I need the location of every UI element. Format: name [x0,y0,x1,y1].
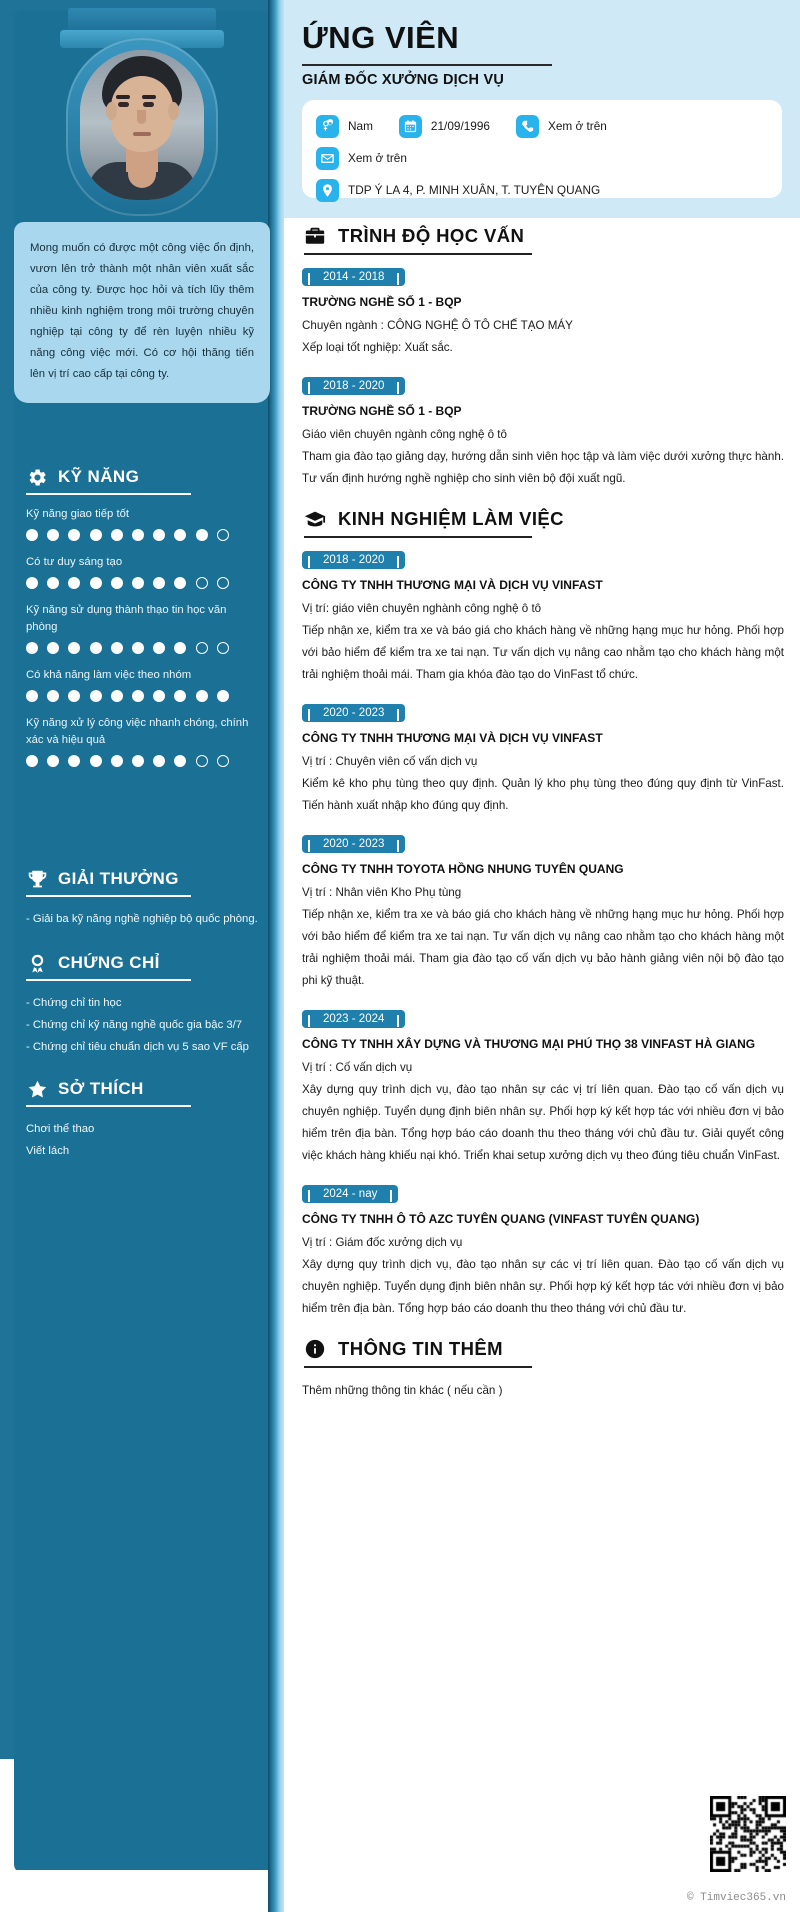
hobbies-divider [26,1105,191,1107]
hobbies-list [26,1118,258,1162]
skill-dot-empty [196,755,208,767]
skill-dot-filled [174,642,186,654]
certificates-list [26,992,258,1058]
additional-title: THÔNG TIN THÊM [338,1338,503,1359]
entry-detail: Vị trí: giáo viên chuyên nghành công nghệ ô tô [302,602,542,615]
timeline-entry [302,834,784,992]
section-certificates [26,952,258,1058]
certificate-item: - Chứng chỉ tiêu chuẩn dịch vụ 5 sao VF cấp [26,1041,249,1053]
hobby-item: Chơi thể thao [26,1123,95,1135]
skill-dot-filled [132,755,144,767]
skill-rating [26,577,258,589]
period-badge: 2020 - 2023 [302,835,405,853]
skill-label: Kỹ năng xử lý công việc nhanh chóng, chính xác và hiệu quả [26,717,249,746]
entry-detail: Tiếp nhận xe, kiểm tra xe và báo giá cho khách hàng về những hạng mục hư hỏng. Phối hợp với bảo hiểm để kiểm tra xe tai nạn. Tư vấn dịch vụ nâng cao nhằm tạo cho khách hàng một trải nghiệm thoải mái. Tham gia đào tạo cố vấn dịch vụ bảo hành giảng viên nội bộ đào tạo phi kỹ thuật. [302,908,784,987]
skill-dot-filled [47,642,59,654]
section-awards [26,868,258,930]
timeline-entry [302,550,784,686]
period-badge: 2024 - nay [302,1185,398,1203]
education-list [302,267,784,490]
skill-rating [26,642,258,654]
skill-dot-filled [132,642,144,654]
education-title: TRÌNH ĐỘ HỌC VẤN [338,225,525,246]
photo-mouth [133,132,151,136]
skill-dot-filled [26,577,38,589]
skill-dot-filled [174,755,186,767]
skill-dot-filled [68,690,80,702]
entry-detail: Xếp loại tốt nghiệp: Xuất sắc. [302,341,453,354]
job-title: GIÁM ĐỐC XƯỞNG DỊCH VỤ [302,72,504,88]
phone-icon [516,115,539,138]
sidebar-bottom-round [14,1824,270,1874]
skill-dot-filled [68,577,80,589]
experience-divider [304,536,532,538]
awards-list [26,908,258,930]
content-body [302,222,784,1402]
contact-row-1 [316,110,768,142]
entry-detail: Vị trí : Nhân viên Kho Phụ tùng [302,886,462,899]
phone-value: Xem ở trên [547,119,607,133]
skill-dot-empty [217,529,229,541]
awards-title: GIẢI THƯỞNG [58,869,179,888]
skill-dot-filled [90,690,102,702]
sidebar-edge-gradient [268,0,284,1912]
skills-title: KỸ NĂNG [58,467,140,486]
entry-detail: Vị trí : Cố vấn dịch vụ [302,1061,413,1074]
skill-dot-filled [47,577,59,589]
additional-header [302,1337,784,1361]
period-badge: 2023 - 2024 [302,1010,405,1028]
contact-info-card [302,100,782,198]
qr-code [710,1796,786,1872]
info-icon [302,1337,328,1361]
skill-dot-filled [196,529,208,541]
photo-ear-left [106,102,117,120]
skill-dot-empty [196,642,208,654]
period-badge: 2018 - 2020 [302,377,405,395]
certificates-title: CHỨNG CHỈ [58,953,160,972]
experience-title: KINH NGHIỆM LÀM VIỆC [338,508,564,529]
skill-dot-filled [174,577,186,589]
avatar [50,8,234,220]
entry-detail: Kiểm kê kho phụ tùng theo quy định. Quản lý kho phụ tùng theo đúng quy định từ VinFast. Tiến hành xuất nhập kho đúng quy định. [302,777,784,812]
skill-dot-filled [217,690,229,702]
briefcase-icon [302,224,328,248]
photo-ear-right [168,102,179,120]
skill-label: Có khả năng làm việc theo nhóm [26,669,192,681]
title-divider [302,64,552,66]
star-icon [26,1078,48,1100]
certificate-item: - Chứng chỉ tin học [26,997,122,1009]
section-additional-info [302,1337,784,1402]
organization-name: CÔNG TY TNHH XÂY DỰNG VÀ THƯƠNG MẠI PHÚ THỌ 38 VINFAST HÀ GIANG [302,1037,756,1051]
skill-dot-filled [47,529,59,541]
skill-dot-filled [90,755,102,767]
skill-rating [26,690,258,702]
entry-detail: Tiếp nhận xe, kiểm tra xe và báo giá cho khách hàng về những hạng mục hư hỏng. Phối hợp với bảo hiểm để kiểm tra xe tai nạn. Tư vấn dịch vụ nâng cao nhằm tạo cho khách hàng một trải nghiệm thoải mái. Tham gia khóa đào tạo do VinFast tổ chức. [302,624,784,681]
gear-icon [26,466,48,488]
period-badge: 2014 - 2018 [302,268,405,286]
additional-divider [304,1366,532,1368]
skill-dot-filled [26,529,38,541]
timeline-entry [302,703,784,817]
photo-nose [137,110,146,124]
footer-credit: © Timviec365.vn [686,1892,786,1904]
hobby-item: Viết lách [26,1145,70,1157]
skill-dot-filled [26,642,38,654]
medal-icon [26,952,48,974]
contact-row-3 [316,174,768,206]
skill-dot-filled [111,690,123,702]
awards-divider [26,895,191,897]
additional-text: Thêm những thông tin khác ( nếu cần ) [302,1384,503,1397]
skill-dot-filled [68,755,80,767]
career-objective: Mong muốn có được một công việc ổn định, vươn lên trở thành một nhân viên xuất sắc của công ty. Được học hỏi và tích lũy thêm nhiều kinh nghiệm trong môi trường chuyên nghiệp tại công ty để rèn luyện nhiều kỹ năng công việc mới. Có cơ hội thăng tiến lên vị trí cao cấp tại công ty. [14,222,270,403]
skill-dot-filled [68,642,80,654]
entry-detail: Giáo viên chuyên ngành công nghệ ô tô [302,428,507,441]
experience-header [302,507,784,531]
skill-dot-filled [90,642,102,654]
skill-dot-filled [132,690,144,702]
skills-header [26,466,258,488]
skill-dot-filled [47,690,59,702]
skill-label: Kỹ năng sử dụng thành thạo tin học văn phòng [26,604,227,633]
certificate-item: - Chứng chỉ kỹ năng nghề quốc gia bậc 3/7 [26,1019,243,1031]
certificates-divider [26,979,191,981]
header-banner [284,0,800,218]
skill-dot-empty [217,755,229,767]
entry-detail: Xây dựng quy trình dịch vụ, đào tạo nhân sự các vị trí liên quan. Đào tạo cố vấn dịch vụ chuyên nghiệp. Tuyển dụng định biên nhân sự. Phối hợp ký kết hợp tác với nhiều đơn vị bảo hiểm trên địa bàn. Tổng hợp báo cáo doanh thu theo tháng với chủ đầu tư. Giải quyết công việc khách hàng khiếu nại khó. Triển khai setup xưởng dịch vụ theo đúng tiêu chuẩn VinFast. [302,1083,784,1162]
skill-dot-filled [153,755,165,767]
photo-brow-right [142,95,156,99]
skill-label: Có tư duy sáng tạo [26,556,123,568]
skill-dot-filled [90,577,102,589]
portrait-photo [80,50,204,200]
skill-rating [26,755,258,767]
birthday-value: 21/09/1996 [430,119,490,133]
section-hobbies [26,1078,258,1162]
skill-dot-filled [111,529,123,541]
contact-row-2 [316,142,768,174]
skills-list [26,506,258,767]
skill-dot-filled [47,755,59,767]
entry-detail: Chuyên ngành : CÔNG NGHỆ Ô TÔ CHẾ TẠO MÁY [302,319,573,332]
period-badge: 2020 - 2023 [302,704,405,722]
hobbies-header [26,1078,258,1100]
gender-value: Nam [348,119,373,133]
timeline-entry [302,267,784,359]
photo-eye-left [118,102,129,107]
address-value: TDP Ý LA 4, P. MINH XUÂN, T. TUYÊN QUANG [348,183,601,197]
graduation-cap-icon [302,507,328,531]
skill-dot-filled [26,755,38,767]
skill-dot-empty [217,642,229,654]
section-skills [26,466,258,780]
skill-dot-filled [196,690,208,702]
awards-header [26,868,258,890]
entry-detail: Tham gia đào tạo giảng dạy, hướng dẫn sinh viên học tập và làm việc dưới xưởng thực hành. Tư vấn định hướng nghề nghiệp cho sinh viên bộ đội xuất ngũ. [302,450,784,485]
organization-name: CÔNG TY TNHH THƯƠNG MẠI VÀ DỊCH VỤ VINFAST [302,578,603,592]
skill-dot-filled [26,690,38,702]
skill-dot-filled [132,529,144,541]
sidebar-bottom-fill [0,1870,284,1912]
skill-dot-filled [174,690,186,702]
skill-dot-filled [153,690,165,702]
timeline-entry [302,1184,784,1320]
organization-name: CÔNG TY TNHH Ô TÔ AZC TUYÊN QUANG (VINFAST TUYÊN QUANG) [302,1212,700,1226]
organization-name: TRƯỜNG NGHỀ SỐ 1 - BQP [302,404,462,418]
skill-dot-empty [196,577,208,589]
email-icon [316,147,339,170]
trophy-icon [26,868,48,890]
skill-rating [26,529,258,541]
experience-list [302,550,784,1320]
location-icon [316,179,339,202]
organization-name: CÔNG TY TNHH THƯƠNG MẠI VÀ DỊCH VỤ VINFAST [302,731,603,745]
skill-dot-empty [217,577,229,589]
section-education [302,224,784,490]
skill-dot-filled [68,529,80,541]
photo-brow-left [116,95,130,99]
sidebar [0,0,284,1912]
entry-detail: Xây dựng quy trình dịch vụ, đào tạo nhân sự các vị trí liên quan. Đào tạo cố vấn dịch vụ chuyên nghiệp. Tuyển dụng định biên nhân sự. Phối hợp ký kết hợp tác với nhiều đơn vị bảo hiểm trên địa bàn. Tổng hợp báo cáo doanh thu theo tháng với chủ đầu tư. [302,1258,784,1315]
entry-detail: Vị trí : Giám đốc xưởng dịch vụ [302,1236,463,1249]
skill-dot-filled [153,577,165,589]
period-badge: 2018 - 2020 [302,551,405,569]
hobbies-title: SỞ THÍCH [58,1079,144,1098]
certificates-header [26,952,258,974]
skill-dot-filled [153,642,165,654]
education-header [302,224,784,248]
skill-dot-filled [111,577,123,589]
page-title: ỨNG VIÊN [302,20,460,55]
main-content [284,0,800,1912]
skill-dot-filled [132,577,144,589]
section-experience [302,507,784,1320]
entry-detail: Vị trí : Chuyên viên cố vấn dịch vụ [302,755,478,768]
organization-name: CÔNG TY TNHH TOYOTA HỒNG NHUNG TUYÊN QUANG [302,862,624,876]
gender-icon [316,115,339,138]
award-item: - Giải ba kỹ năng nghề nghiệp bộ quốc phòng. [26,913,258,925]
skills-divider [26,493,191,495]
skill-dot-filled [111,642,123,654]
organization-name: TRƯỜNG NGHỀ SỐ 1 - BQP [302,295,462,309]
timeline-entry [302,376,784,490]
photo-frame [66,38,218,216]
skill-label: Kỹ năng giao tiếp tốt [26,508,130,520]
education-divider [304,253,532,255]
email-value: Xem ở trên [348,151,407,165]
timeline-entry [302,1009,784,1167]
photo-eye-right [143,102,154,107]
skill-dot-filled [174,529,186,541]
calendar-icon [399,115,422,138]
skill-dot-filled [153,529,165,541]
skill-dot-filled [90,529,102,541]
skill-dot-filled [111,755,123,767]
